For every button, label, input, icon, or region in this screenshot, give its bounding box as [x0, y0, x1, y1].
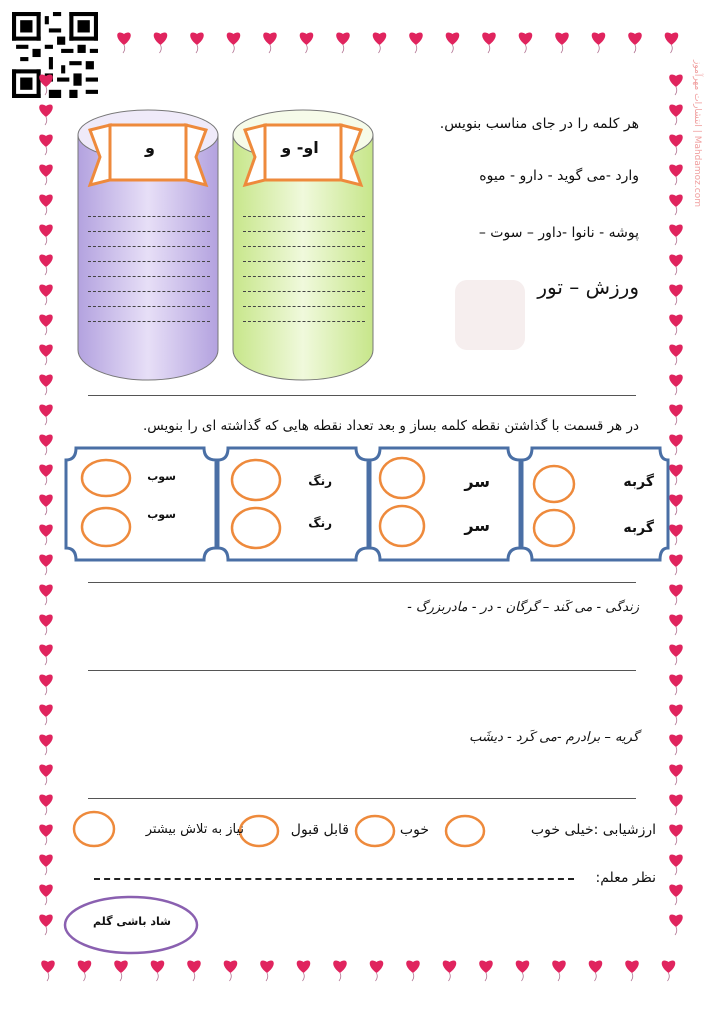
dot-word: گربه [623, 520, 654, 536]
heart-icon [669, 465, 683, 485]
heart-icon [39, 555, 53, 575]
heart-icon [39, 915, 53, 935]
dot-word: گربه [623, 474, 654, 490]
dot-box-4 [66, 446, 216, 564]
heart-icon [669, 645, 683, 665]
heart-icon [78, 961, 92, 981]
heart-icon [39, 585, 53, 605]
words-line-3: ورزش – تور [537, 275, 639, 299]
heart-icon [552, 961, 566, 981]
heart-icon [39, 345, 53, 365]
eval-needs-effort-label: نیاز به تلاش بیشتر [145, 822, 244, 837]
heart-icon [482, 33, 496, 53]
writing-line[interactable] [88, 216, 210, 217]
heart-icon [39, 465, 53, 485]
teacher-comment-line[interactable] [94, 878, 574, 880]
eval-circle-good[interactable] [354, 814, 396, 848]
heart-icon [669, 855, 683, 875]
heart-icon [669, 585, 683, 605]
heart-icon [39, 855, 53, 875]
heart-icon [589, 961, 603, 981]
heart-icon [297, 961, 311, 981]
cylinders [70, 100, 390, 390]
writing-line[interactable] [243, 291, 365, 292]
teacher-comment-label: نظر معلم: [595, 870, 656, 886]
heart-icon [39, 435, 53, 455]
writing-line[interactable] [243, 276, 365, 277]
heart-icon [39, 105, 53, 125]
answer-circle[interactable] [378, 456, 426, 500]
heart-icon [669, 765, 683, 785]
dot-word: رنگ [308, 474, 332, 488]
eval-circle-very-good[interactable] [444, 814, 486, 848]
heart-icon [669, 795, 683, 815]
answer-circle[interactable] [532, 464, 576, 504]
heart-icon [39, 765, 53, 785]
instruction-dots: در هر قسمت با گذاشتن نقطه کلمه بساز و بعد تعداد نقطه هایی که گذاشته ای را بنویس. [142, 418, 639, 434]
heart-icon [154, 33, 168, 53]
writing-line[interactable] [88, 246, 210, 247]
heart-icon [555, 33, 569, 53]
heart-icon [669, 195, 683, 215]
writing-line[interactable] [88, 276, 210, 277]
heart-icon [669, 105, 683, 125]
heart-icon [669, 315, 683, 335]
heart-icon [39, 225, 53, 245]
heart-icon [669, 75, 683, 95]
writing-line[interactable] [243, 216, 365, 217]
eval-circle-needs-effort[interactable] [72, 810, 116, 848]
words-line-2: پوشه - نانوا -داور – سوت – [478, 225, 639, 241]
dot-box-2 [370, 446, 520, 564]
heart-icon [151, 961, 165, 981]
heart-icon [669, 165, 683, 185]
heart-icon [39, 675, 53, 695]
heart-icon [39, 195, 53, 215]
writing-line[interactable] [243, 306, 365, 307]
heart-icon [39, 825, 53, 845]
heart-icon [39, 255, 53, 275]
heart-icon [406, 961, 420, 981]
heart-icon [669, 915, 683, 935]
heart-icon [662, 961, 676, 981]
heart-icon [628, 33, 642, 53]
writing-line[interactable] [88, 231, 210, 232]
heart-icon [39, 705, 53, 725]
heart-icon [39, 795, 53, 815]
heart-icon [227, 33, 241, 53]
heart-icon [370, 961, 384, 981]
heart-icon [373, 33, 387, 53]
heart-icon [39, 735, 53, 755]
heart-icon [669, 375, 683, 395]
writing-line[interactable] [88, 291, 210, 292]
heart-icon [336, 33, 350, 53]
divider-2 [88, 582, 636, 583]
sentence-words-1: زندگی - می کَند – گرگان - در - مادربزرگ - [407, 600, 639, 615]
heart-icon [39, 405, 53, 425]
heart-icon [39, 75, 53, 95]
writing-line[interactable] [243, 261, 365, 262]
heart-icon [39, 615, 53, 635]
heart-icon [669, 825, 683, 845]
dot-word: سوب [147, 508, 176, 521]
heart-icon [669, 885, 683, 905]
eval-good-label: خوب [399, 822, 429, 838]
divider-1 [88, 395, 636, 396]
words-line-1: وارد -می گوید - دارو - میوه [479, 168, 639, 184]
heart-icon [39, 375, 53, 395]
heart-icon [39, 165, 53, 185]
writing-line[interactable] [243, 246, 365, 247]
heart-icon [39, 885, 53, 905]
dot-word: سوب [147, 470, 176, 483]
heart-icon [39, 525, 53, 545]
eval-circle-acceptable[interactable] [238, 814, 280, 848]
heart-icon [39, 135, 53, 155]
heart-icon [669, 135, 683, 155]
heart-icon [669, 615, 683, 635]
writing-line[interactable] [88, 306, 210, 307]
dot-word: سر [464, 516, 490, 535]
dot-box-1 [522, 446, 668, 564]
heart-icon [300, 33, 314, 53]
eval-acceptable-label: قابل قبول [290, 822, 349, 838]
heart-icon [669, 255, 683, 275]
heart-icon [443, 961, 457, 981]
heart-icon [669, 675, 683, 695]
stamp-text: شاد باشی گلم [93, 915, 171, 928]
center-watermark [455, 280, 525, 350]
heart-icon [260, 961, 274, 981]
writing-line[interactable] [88, 261, 210, 262]
heart-icon [39, 495, 53, 515]
cylinder-right-label: او- و [281, 138, 319, 157]
heart-icon [669, 495, 683, 515]
heart-icon [669, 405, 683, 425]
answer-circle[interactable] [80, 458, 132, 498]
heart-icon [187, 961, 201, 981]
heart-icon [519, 33, 533, 53]
heart-icon [669, 735, 683, 755]
heart-icon [669, 435, 683, 455]
heart-icon [625, 961, 639, 981]
heart-icon [669, 705, 683, 725]
heart-icon [39, 285, 53, 305]
writing-line[interactable] [243, 321, 365, 322]
instruction-sort-words: هر کلمه را در جای مناسب بنویس. [439, 116, 639, 132]
heart-icon [446, 33, 460, 53]
heart-icon [669, 225, 683, 245]
divider-3 [88, 670, 636, 671]
heart-icon [117, 33, 131, 53]
heart-icon [409, 33, 423, 53]
heart-icon [41, 961, 55, 981]
dot-box-3 [218, 446, 368, 564]
answer-circle[interactable] [80, 506, 132, 548]
dot-word: سر [464, 472, 490, 491]
heart-icon [665, 33, 679, 53]
answer-circle[interactable] [230, 506, 282, 550]
heart-icon [114, 961, 128, 981]
heart-icon [39, 645, 53, 665]
heart-icon [333, 961, 347, 981]
cylinder-left-label: و [145, 138, 155, 157]
side-watermark: انتشارات مهرآموز | Mahdamoz.com [692, 60, 702, 207]
heart-icon [516, 961, 530, 981]
answer-circle[interactable] [378, 504, 426, 548]
answer-circle[interactable] [230, 458, 282, 502]
dot-word: رنگ [308, 516, 332, 530]
heart-icon [669, 525, 683, 545]
heart-icon [39, 315, 53, 335]
evaluation-label: ارزشیابی :خیلی خوب [530, 822, 656, 838]
heart-icon [669, 345, 683, 365]
heart-icon [224, 961, 238, 981]
answer-circle[interactable] [532, 508, 576, 548]
heart-icon [190, 33, 204, 53]
heart-icon [592, 33, 606, 53]
sentence-words-2: گریه – برادرم -می کَرد - دیشَب [469, 730, 639, 745]
writing-line[interactable] [243, 231, 365, 232]
heart-icon [669, 285, 683, 305]
writing-line[interactable] [88, 321, 210, 322]
divider-4 [88, 798, 636, 799]
heart-icon [263, 33, 277, 53]
heart-icon [669, 555, 683, 575]
heart-icon [479, 961, 493, 981]
